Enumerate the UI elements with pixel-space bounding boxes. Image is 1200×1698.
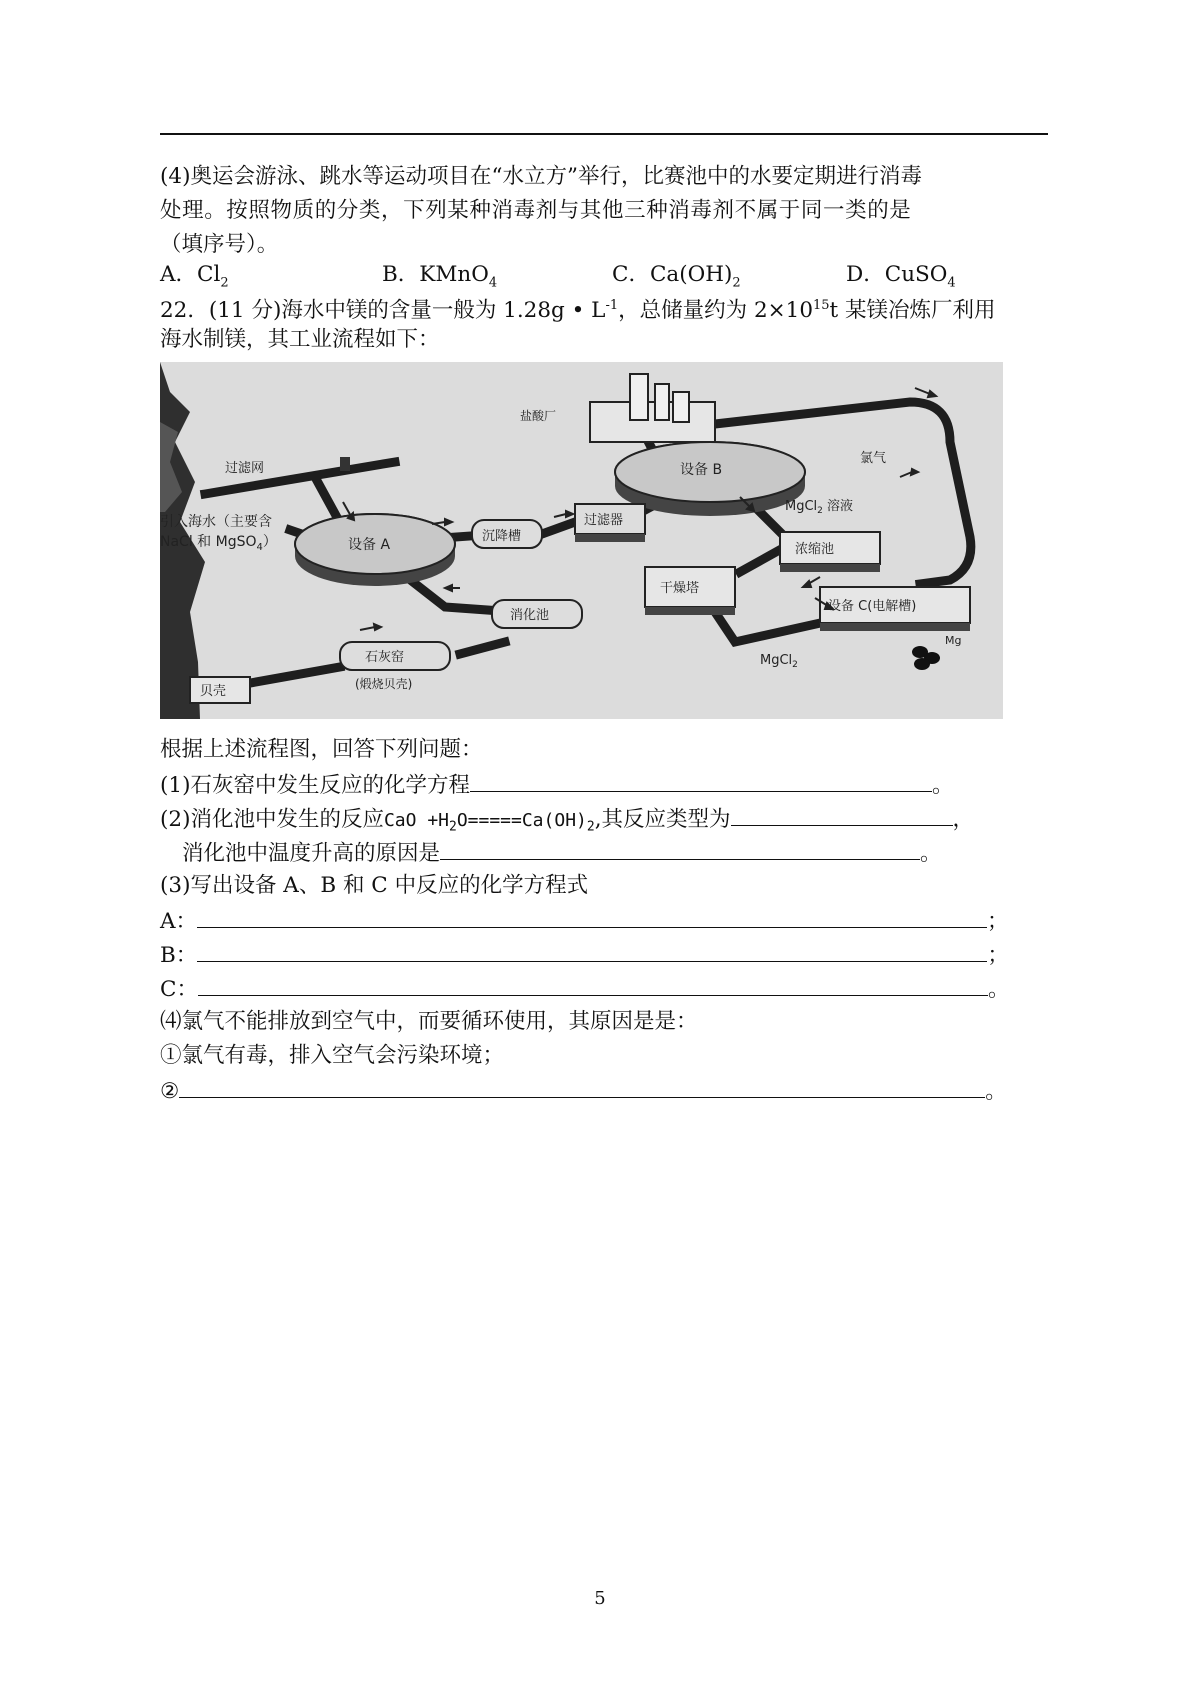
question-4-reason-1: ①氯气有毒，排入空气会污染环境；	[160, 1043, 505, 1068]
drying-tower-label: 干燥塔	[660, 581, 700, 596]
question-text-line: 海水制镁，其工业流程如下：	[160, 327, 440, 352]
question-4-reason-2: ② 。	[160, 1073, 1050, 1107]
shells-label: 贝壳	[200, 684, 227, 699]
hcl-plant-label: 盐酸厂	[520, 409, 557, 423]
question-4: ⑷氯气不能排放到空气中，而要循环使用，其原因是是：	[160, 1009, 698, 1034]
question-2: (2)消化池中发生的反应CaO $+H_2O=====Ca(OH)_2$,其反应类型为 ，	[160, 801, 1050, 835]
mg-label: Mg	[945, 634, 962, 647]
question-text-line: 22．(11 分)海水中镁的含量一般为 1.28g • $L^{-1}$，总储量约为 $2\times 10^{15}t$ 某镁冶炼厂利用	[160, 298, 996, 324]
answer-blank[interactable]	[440, 835, 920, 860]
answer-blank[interactable]	[470, 767, 932, 792]
seawater-label: NaCl 和 MgSO$_4$）	[160, 534, 277, 553]
option-b: B．KMnO$_4$	[382, 262, 498, 291]
question-22-intro	[160, 289, 1050, 357]
question-text-line: （填序号）。	[160, 232, 279, 257]
page-number: 5	[594, 1588, 606, 1609]
question-text-line: (4)奥运会游泳、跳水等运动项目在“水立方”举行，比赛池中的水要定期进行消毒	[160, 164, 922, 189]
device-a-label: 设备 A	[348, 537, 391, 553]
device-b-label: 设备 B	[680, 462, 723, 478]
process-flow-diagram	[160, 362, 1003, 719]
settling-tank-label: 沉降槽	[482, 529, 522, 544]
option-d: D．CuSO$_4$	[846, 262, 956, 291]
filter-label: 过滤器	[584, 513, 624, 528]
answer-blank[interactable]	[731, 801, 953, 826]
questions-intro: 根据上述流程图，回答下列问题：	[160, 737, 483, 762]
filter-net-label: 过滤网	[225, 461, 265, 476]
lime-kiln-label: 石灰窑	[365, 650, 405, 665]
device-c-label: 设备 C(电解槽)	[828, 599, 917, 614]
question-text-line: 处理。按照物质的分类，下列某种消毒剂与其他三种消毒剂不属于同一类的是	[160, 198, 912, 223]
question-3: (3)写出设备 A、B 和 C 中反应的化学方程式	[160, 873, 589, 898]
answer-blank[interactable]	[197, 937, 987, 962]
answer-blank[interactable]	[197, 903, 987, 928]
seawater-label: 引入海水（主要含	[160, 514, 272, 530]
option-a: A．$Cl_2$	[160, 262, 229, 291]
mgcl2-solution-label: MgCl$_2$ 溶液	[785, 499, 854, 516]
answer-blank[interactable]	[179, 1073, 985, 1098]
answer-blank[interactable]	[198, 971, 988, 996]
question-1: (1)石灰窑中发生反应的化学方程 。	[160, 767, 1050, 801]
answer-line-a: A： ；	[160, 903, 1050, 937]
concentration-pool-label: 浓缩池	[795, 542, 835, 557]
header-rule	[160, 133, 1048, 135]
mgcl2-label: MgCl$_2$	[760, 653, 798, 670]
digestion-pool-label: 消化池	[510, 608, 550, 623]
option-c: C．$Ca(OH)_2$	[612, 262, 741, 291]
answer-line-c: C： 。	[160, 971, 1050, 1005]
question-2-continued: 消化池中温度升高的原因是 。	[160, 835, 1050, 869]
question-22-parts	[160, 733, 1050, 1107]
question-21-part-4	[160, 160, 1050, 262]
answer-line-b: B： ；	[160, 937, 1050, 971]
lime-kiln-note: (煅烧贝壳)	[355, 677, 413, 691]
chlorine-label: 氯气	[860, 451, 887, 466]
answer-options	[160, 257, 1050, 291]
